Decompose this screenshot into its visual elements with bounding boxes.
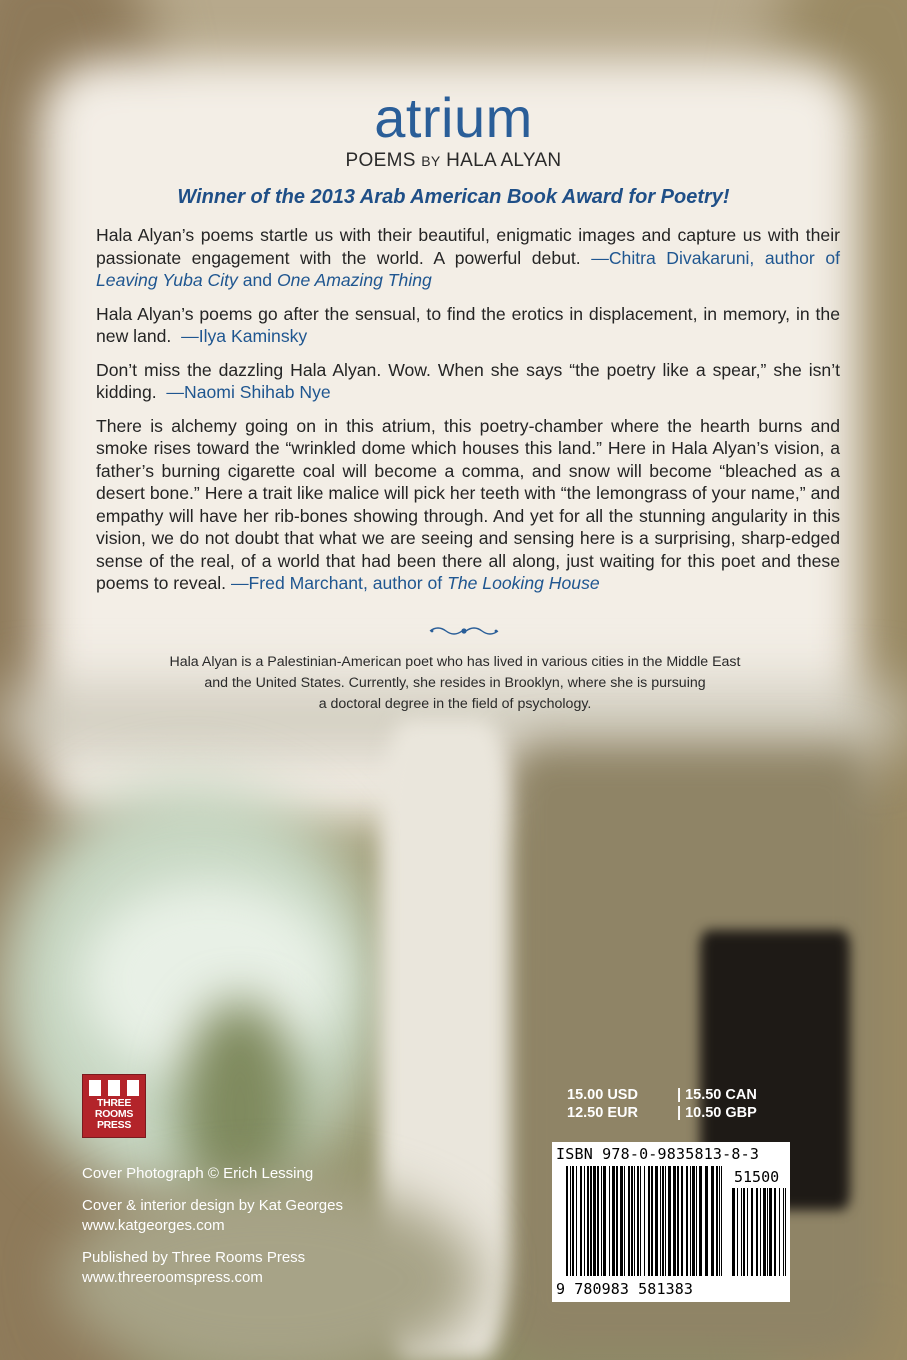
publisher-credit: Published by Three Rooms Press [82, 1249, 306, 1266]
logo-line: THREE [96, 1097, 132, 1109]
credits [82, 1164, 343, 1300]
price-supplement: 51500 [734, 1168, 780, 1186]
blurb-text: Hala Alyan’s poems go after the sensual, to find the erotics in displacement, in memory, in the new land. [96, 303, 840, 346]
logo-line: PRESS [96, 1119, 132, 1131]
attribution-pre: author of [764, 247, 841, 268]
logo-rooms-icon [89, 1080, 139, 1096]
blurb [96, 224, 840, 292]
author-bio [110, 652, 800, 715]
bio-line: Hala Alyan is a Palestinian-American poet who has lived in various cities in the Middle East [169, 654, 741, 670]
blurb [96, 415, 840, 595]
blurb-text: There is alchemy going on in this atrium, this poetry-chamber where the hearth burns and smoke rises toward the “wrinkled dome which houses this land.” Here in Hala Alyan’s vision, a father’s burning cigarette coal will become a comma, and snow will become “bleached as a desert bone.” Here a trait like malice will pick her teeth with “the lemongrass of your name,” and empathy will have her rib-bones showing through. And yet for all the stunning angularity in this vision, we do not doubt that what we are seeing and sensing here is a surprising, sharp-edged sense of the real, of a world that had been there all along, just waiting for this poet and these poems to reveal. [96, 415, 840, 593]
publisher-website: www.threeroomspress.com [82, 1269, 263, 1286]
bio-line: a doctoral degree in the field of psychology. [318, 696, 592, 712]
isbn-barcode [552, 1142, 790, 1302]
attribution-name: —Naomi Shihab Nye [166, 382, 331, 402]
attribution-mid: and [237, 270, 277, 290]
attribution-name: —Ilya Kaminsky [181, 326, 308, 346]
book-title-ref: One Amazing Thing [276, 270, 432, 290]
price-can: | 15.50 CAN [677, 1087, 757, 1103]
blurb-text: Don’t miss the dazzling Hala Alyan. Wow. When she says “the poetry like a spear,” she isn’t kidding. [96, 359, 840, 402]
blurb [96, 359, 840, 404]
byline-prefix: POEMS [345, 150, 416, 171]
attribution-name: —Chitra Divakaruni, [591, 247, 755, 268]
book-title-ref: Leaving Yuba City [96, 270, 238, 290]
award-headline: Winner of the 2013 Arab American Book Award for Poetry! [177, 186, 730, 208]
fleuron-divider-icon [428, 624, 500, 638]
designer-website: www.katgeorges.com [82, 1217, 225, 1234]
attribution-name: —Fred Marchant, [230, 573, 368, 593]
publisher-logo [82, 1074, 146, 1138]
isbn-label: ISBN 978-0-9835813-8-3 [556, 1145, 760, 1163]
photo-credit: Cover Photograph © Erich Lessing [82, 1165, 314, 1182]
blurb-attribution [231, 573, 600, 593]
book-title-ref: The Looking House [447, 573, 600, 593]
attribution-pre: author of [372, 573, 448, 593]
barcode-digits: 9 780983 581383 [556, 1280, 693, 1298]
byline [0, 150, 907, 172]
barcode-bars-icon [552, 1142, 790, 1302]
bio-line: and the United States. Currently, she resides in Brooklyn, where she is pursuing [204, 675, 706, 691]
author-name: HALA ALYAN [446, 150, 562, 171]
logo-line: ROOMS [94, 1108, 134, 1120]
price-eur: 12.50 EUR [567, 1105, 638, 1121]
blurbs [96, 224, 840, 606]
blurb [96, 303, 840, 348]
book-title: atrium [374, 86, 533, 149]
price-block [567, 1086, 787, 1122]
design-credit: Cover & interior design by Kat Georges [82, 1197, 343, 1214]
price-usd: 15.00 USD [567, 1087, 638, 1103]
price-gbp: | 10.50 GBP [677, 1105, 757, 1121]
byline-by: BY [421, 153, 441, 169]
blurb-text: Hala Alyan’s poems startle us with their beautiful, enigmatic images and capture us with their passionate engagement with the world. A powerful debut. [96, 225, 840, 268]
